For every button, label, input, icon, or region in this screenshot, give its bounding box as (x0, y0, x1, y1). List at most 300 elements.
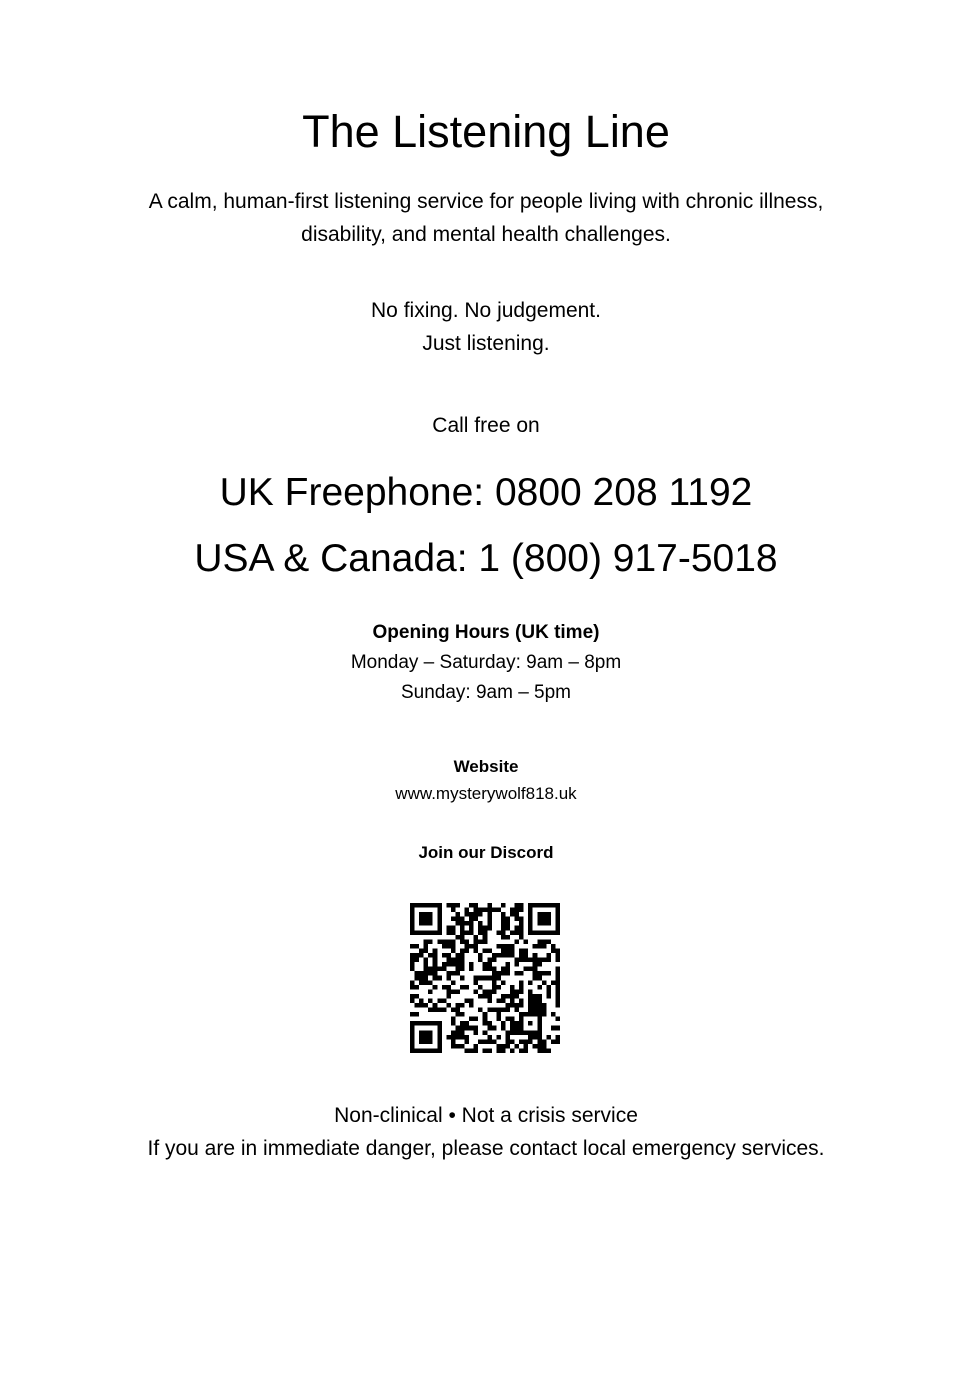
qr-module (505, 926, 510, 931)
qr-module (528, 1008, 533, 1013)
qr-module (451, 926, 456, 931)
qr-module (415, 930, 420, 935)
qr-module (505, 1008, 510, 1013)
qr-module (483, 976, 488, 981)
qr-module (510, 944, 515, 949)
qr-module (542, 944, 547, 949)
qr-module (519, 1003, 524, 1008)
qr-module (428, 1021, 433, 1026)
qr-module (487, 903, 492, 908)
qr-module (519, 903, 524, 908)
qr-module (501, 971, 506, 976)
qr-module (551, 948, 556, 953)
qr-module (433, 958, 438, 963)
qr-module (519, 930, 524, 935)
qr-module (496, 1008, 501, 1013)
qr-module (537, 985, 542, 990)
qr-module (519, 926, 524, 931)
qr-module (474, 1017, 479, 1022)
qr-module (537, 994, 542, 999)
qr-module (537, 1035, 542, 1040)
qr-module (492, 908, 497, 913)
qr-module (433, 971, 438, 976)
qr-module (474, 939, 479, 944)
qr-module (460, 1021, 465, 1026)
qr-module (496, 944, 501, 949)
qr-module (542, 1039, 547, 1044)
qr-module (424, 930, 429, 935)
qr-module (460, 1030, 465, 1035)
qr-module (437, 908, 442, 913)
qr-module (505, 1039, 510, 1044)
qr-module (501, 1048, 506, 1053)
qr-module (546, 958, 551, 963)
qr-module (519, 935, 524, 940)
qr-module (519, 985, 524, 990)
qr-module (555, 917, 560, 922)
qr-module (528, 903, 533, 908)
qr-module (455, 953, 460, 958)
qr-module (460, 953, 465, 958)
qr-module (437, 1008, 442, 1013)
qr-module (433, 1008, 438, 1013)
qr-module (455, 921, 460, 926)
qr-module (487, 1048, 492, 1053)
qr-module (451, 1030, 456, 1035)
qr-module (424, 971, 429, 976)
qr-module (474, 980, 479, 985)
qr-module (446, 1035, 451, 1040)
qr-module (433, 967, 438, 972)
qr-module (442, 939, 447, 944)
qr-module (478, 912, 483, 917)
qr-module (515, 930, 520, 935)
qr-module (555, 908, 560, 913)
qr-module (424, 976, 429, 981)
qr-module (446, 985, 451, 990)
qr-module (510, 1039, 515, 1044)
qr-module (474, 989, 479, 994)
qr-module (465, 985, 470, 990)
qr-module (510, 930, 515, 935)
qr-module (492, 958, 497, 963)
qr-module (487, 948, 492, 953)
qr-module (528, 958, 533, 963)
disclaimer-line-1: Non-clinical • Not a crisis service (334, 1104, 638, 1127)
qr-module (510, 948, 515, 953)
qr-module (524, 939, 529, 944)
qr-module (492, 967, 497, 972)
qr-module (465, 939, 470, 944)
qr-module (555, 989, 560, 994)
qr-module (487, 1026, 492, 1031)
qr-module (505, 1017, 510, 1022)
qr-module (483, 989, 488, 994)
qr-module (519, 980, 524, 985)
qr-module (528, 1039, 533, 1044)
qr-module (487, 976, 492, 981)
qr-module (505, 953, 510, 958)
qr-module (455, 1044, 460, 1049)
qr-module (542, 1003, 547, 1008)
qr-module (446, 971, 451, 976)
qr-module (478, 994, 483, 999)
qr-module (555, 967, 560, 972)
qr-module (451, 944, 456, 949)
qr-module (424, 980, 429, 985)
qr-module (496, 971, 501, 976)
qr-module (455, 962, 460, 967)
qr-module (442, 962, 447, 967)
qr-module (483, 994, 488, 999)
qr-module (433, 1021, 438, 1026)
qr-module (528, 921, 533, 926)
qr-module (437, 1021, 442, 1026)
qr-module (478, 908, 483, 913)
qr-module (415, 994, 420, 999)
qr-module (510, 1026, 515, 1031)
qr-module (465, 1021, 470, 1026)
qr-module (515, 1030, 520, 1035)
qr-module (446, 930, 451, 935)
website-heading: Website (453, 757, 519, 776)
qr-module (455, 958, 460, 963)
qr-module (442, 985, 447, 990)
qr-module (487, 994, 492, 999)
qr-module (501, 930, 506, 935)
qr-module (415, 944, 420, 949)
qr-module (501, 1008, 506, 1013)
qr-module (501, 998, 506, 1003)
qr-module (410, 998, 415, 1003)
qr-module (546, 1048, 551, 1053)
qr-module (419, 921, 424, 926)
qr-module (533, 930, 538, 935)
qr-module (469, 1026, 474, 1031)
qr-module (410, 994, 415, 999)
qr-module (528, 994, 533, 999)
qr-module (542, 958, 547, 963)
qr-module (437, 1039, 442, 1044)
qr-module (460, 1035, 465, 1040)
qr-module (533, 903, 538, 908)
qr-module (496, 998, 501, 1003)
qr-module (501, 953, 506, 958)
qr-module (487, 998, 492, 1003)
qr-module (410, 962, 415, 967)
qr-module (533, 962, 538, 967)
qr-module (487, 967, 492, 972)
qr-module (460, 930, 465, 935)
qr-module (410, 944, 415, 949)
qr-module (478, 976, 483, 981)
qr-module (419, 1003, 424, 1008)
qr-module (515, 989, 520, 994)
qr-module (483, 908, 488, 913)
qr-module (410, 953, 415, 958)
qr-module (419, 998, 424, 1003)
qr-module (478, 939, 483, 944)
qr-module (555, 971, 560, 976)
phone-uk[interactable]: UK Freephone: 0800 208 1192 (219, 471, 753, 514)
qr-module (410, 908, 415, 913)
qr-module (424, 962, 429, 967)
qr-module (510, 1003, 515, 1008)
qr-module (451, 939, 456, 944)
qr-module (478, 1008, 483, 1013)
qr-module (410, 921, 415, 926)
qr-module (474, 935, 479, 940)
qr-module (455, 971, 460, 976)
qr-module (537, 912, 542, 917)
qr-module (533, 944, 538, 949)
qr-module (437, 967, 442, 972)
qr-module (537, 976, 542, 981)
qr-module (446, 958, 451, 963)
qr-module (524, 1039, 529, 1044)
qr-module (528, 1012, 533, 1017)
qr-module (505, 1035, 510, 1040)
qr-module (451, 908, 456, 913)
qr-module (451, 980, 456, 985)
qr-module (460, 939, 465, 944)
qr-module (478, 926, 483, 931)
qr-module (419, 980, 424, 985)
qr-module (437, 976, 442, 981)
qr-module (446, 953, 451, 958)
qr-module (428, 912, 433, 917)
qr-module (451, 1039, 456, 1044)
qr-module (510, 985, 515, 990)
qr-module (474, 903, 479, 908)
qr-module (465, 908, 470, 913)
call-intro: Call free on (432, 414, 540, 437)
qr-module (487, 1039, 492, 1044)
qr-module (501, 948, 506, 953)
qr-module (515, 939, 520, 944)
qr-module (515, 958, 520, 963)
qr-module (428, 1030, 433, 1035)
qr-module (428, 1008, 433, 1013)
qr-module (501, 980, 506, 985)
qr-module (546, 912, 551, 917)
qr-module (433, 948, 438, 953)
qr-module (555, 994, 560, 999)
qr-module (415, 903, 420, 908)
qr-module (465, 1026, 470, 1031)
phone-us-canada[interactable]: USA & Canada: 1 (800) 917-5018 (194, 537, 778, 580)
qr-module (451, 958, 456, 963)
qr-module (419, 953, 424, 958)
qr-module (505, 948, 510, 953)
qr-module (505, 935, 510, 940)
qr-code-icon[interactable] (410, 903, 560, 1053)
qr-module (515, 1021, 520, 1026)
qr-module (433, 985, 438, 990)
qr-module (437, 926, 442, 931)
qr-module (419, 948, 424, 953)
qr-module (533, 967, 538, 972)
qr-module (424, 958, 429, 963)
qr-module (474, 912, 479, 917)
qr-module (492, 1008, 497, 1013)
qr-module (533, 1030, 538, 1035)
qr-module (555, 976, 560, 981)
qr-module (555, 998, 560, 1003)
qr-module (428, 1048, 433, 1053)
qr-module (487, 962, 492, 967)
qr-module (474, 1048, 479, 1053)
qr-module (410, 903, 415, 908)
qr-module (501, 917, 506, 922)
qr-module (555, 953, 560, 958)
qr-module (546, 994, 551, 999)
qr-module (469, 967, 474, 972)
qr-module (424, 1035, 429, 1040)
qr-module (469, 998, 474, 1003)
qr-module (483, 1039, 488, 1044)
qr-module (519, 958, 524, 963)
qr-module (451, 948, 456, 953)
qr-module (410, 912, 415, 917)
qr-module (424, 939, 429, 944)
qr-module (542, 912, 547, 917)
qr-module (524, 958, 529, 963)
qr-module (437, 1035, 442, 1040)
tagline-line-1: A calm, human-first listening service for people living with chronic illness, (148, 190, 824, 213)
qr-module (460, 985, 465, 990)
qr-module (419, 976, 424, 981)
qr-module (428, 989, 433, 994)
qr-module (537, 903, 542, 908)
qr-module (410, 917, 415, 922)
qr-module (410, 967, 415, 972)
qr-module (546, 989, 551, 994)
qr-module (555, 985, 560, 990)
qr-module (478, 953, 483, 958)
qr-module (519, 921, 524, 926)
qr-module (528, 912, 533, 917)
qr-module (510, 998, 515, 1003)
qr-module (510, 1017, 515, 1022)
qr-module (505, 944, 510, 949)
qr-module (433, 962, 438, 967)
qr-module (528, 926, 533, 931)
qr-module (446, 976, 451, 981)
qr-module (437, 1026, 442, 1031)
qr-module (551, 903, 556, 908)
qr-module (519, 953, 524, 958)
qr-module (546, 921, 551, 926)
qr-module (410, 1035, 415, 1040)
qr-module (446, 926, 451, 931)
qr-module (496, 1017, 501, 1022)
qr-module (410, 1044, 415, 1049)
qr-module (496, 953, 501, 958)
qr-module (460, 967, 465, 972)
qr-module (455, 1003, 460, 1008)
qr-module (542, 1008, 547, 1013)
qr-module (451, 989, 456, 994)
qr-module (437, 903, 442, 908)
qr-module (433, 1048, 438, 1053)
qr-module (410, 958, 415, 963)
qr-module (510, 989, 515, 994)
qr-module (455, 1012, 460, 1017)
qr-module (533, 998, 538, 1003)
qr-module (424, 967, 429, 972)
qr-module (537, 998, 542, 1003)
qr-module (533, 971, 538, 976)
qr-module (455, 1035, 460, 1040)
qr-module (415, 1003, 420, 1008)
qr-module (487, 921, 492, 926)
qr-module (510, 1030, 515, 1035)
tagline-text (0, 185, 972, 251)
qr-module (451, 1044, 456, 1049)
qr-module (483, 962, 488, 967)
qr-module (542, 971, 547, 976)
qr-module (437, 1044, 442, 1049)
qr-module (415, 958, 420, 963)
qr-module (505, 1030, 510, 1035)
qr-module (437, 930, 442, 935)
motto-line-2: Just listening. (422, 332, 550, 355)
qr-module (496, 1044, 501, 1049)
website-link[interactable]: www.mysterywolf818.uk (395, 784, 577, 803)
qr-module (515, 912, 520, 917)
qr-module (519, 1017, 524, 1022)
qr-module (428, 1039, 433, 1044)
qr-module (519, 998, 524, 1003)
qr-module (546, 1035, 551, 1040)
qr-module (474, 944, 479, 949)
qr-module (501, 921, 506, 926)
qr-module (419, 903, 424, 908)
qr-module (442, 1008, 447, 1013)
qr-module (555, 921, 560, 926)
qr-module (533, 1012, 538, 1017)
qr-module (437, 998, 442, 1003)
qr-module (546, 971, 551, 976)
qr-module (487, 917, 492, 922)
qr-module (483, 1017, 488, 1022)
qr-module (537, 1021, 542, 1026)
qr-module (537, 921, 542, 926)
qr-module (533, 1035, 538, 1040)
qr-module (542, 917, 547, 922)
qr-module (410, 1012, 415, 1017)
qr-module (460, 948, 465, 953)
qr-module (437, 921, 442, 926)
qr-module (537, 1048, 542, 1053)
qr-module (415, 971, 420, 976)
qr-module (424, 944, 429, 949)
qr-module (515, 962, 520, 967)
qr-module (419, 971, 424, 976)
qr-module (537, 930, 542, 935)
qr-module (546, 985, 551, 990)
qr-module (465, 930, 470, 935)
qr-module (524, 953, 529, 958)
page-title: The Listening Line (302, 106, 670, 157)
qr-module (451, 1017, 456, 1022)
qr-module (419, 1039, 424, 1044)
qr-module (519, 1012, 524, 1017)
qr-module (483, 939, 488, 944)
qr-module (510, 953, 515, 958)
qr-module (519, 971, 524, 976)
